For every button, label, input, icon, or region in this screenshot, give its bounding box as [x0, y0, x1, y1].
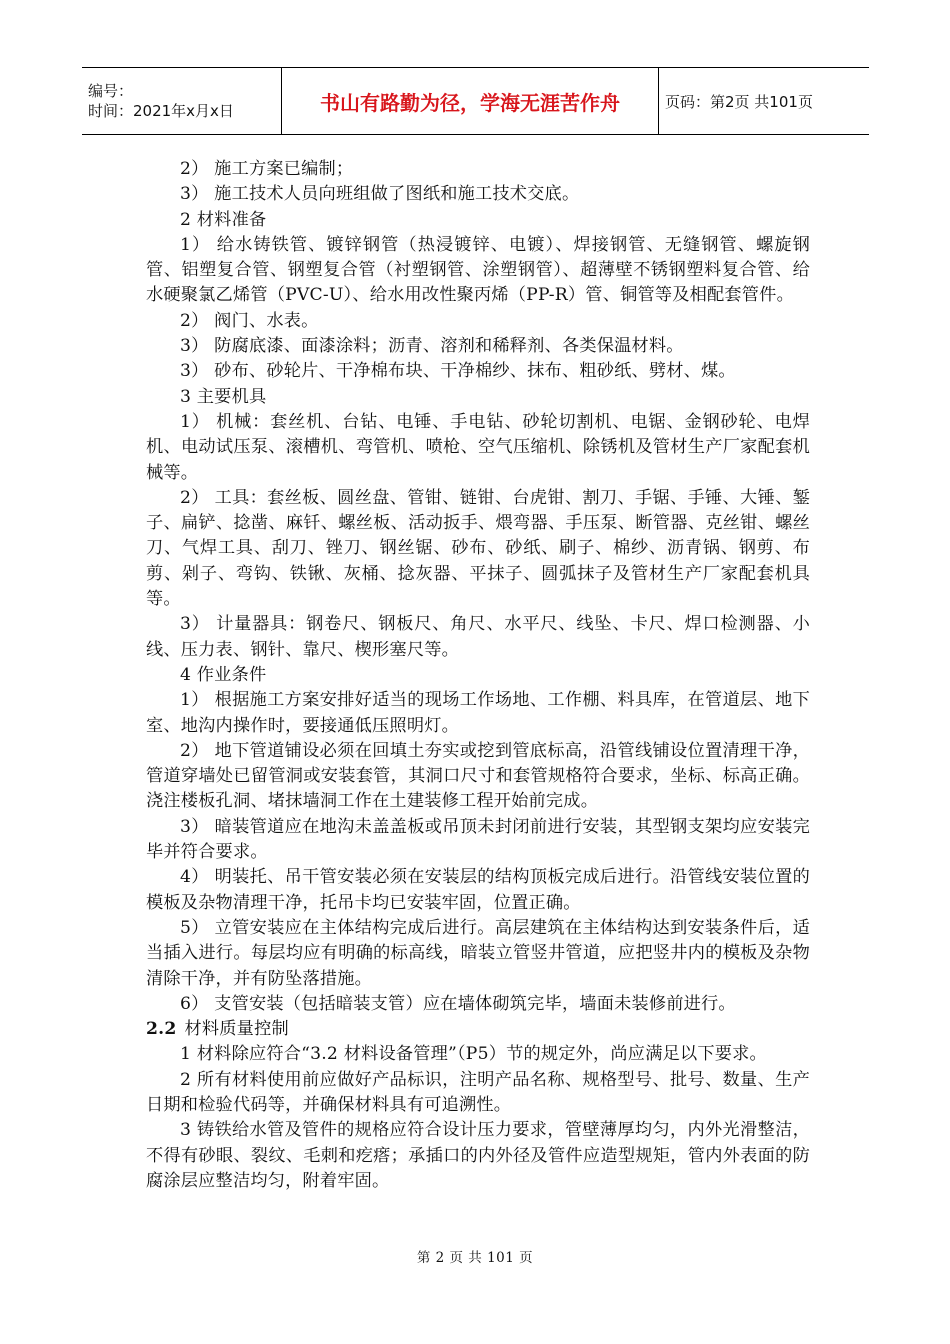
- section-heading: [146, 1017, 810, 1042]
- document-header: [82, 67, 869, 135]
- subsection-heading: 2 材料准备: [180, 209, 267, 230]
- paragraph: 3） 计量器具：钢卷尺、钢板尺、角尺、水平尺、线坠、卡尺、焊口检测器、小线、压力表、钢针、靠尺、楔形塞尺等。: [146, 614, 810, 660]
- subsection-heading: 3 主要机具: [180, 386, 267, 407]
- paragraph: 6） 支管安装（包括暗装支管）应在墙体砌筑完毕，墙面未装修前进行。: [180, 993, 736, 1014]
- paragraph: 2） 工具：套丝板、圆丝盘、管钳、链钳、台虎钳、割刀、手锯、手锤、大锤、錾子、扁铲、捻凿、麻钎、螺丝板、活动扳手、煨弯器、手压泵、断管器、克丝钳、螺丝刀、气焊工具、刮刀、锉刀、钢丝锯、砂布、砂纸、刷子、棉纱、沥青锅、钢剪、布剪、剁子、弯钩、铁锹、灰桶、捻灰器、平抹子、圆弧抹子及管材生产厂家配套机具等。: [146, 487, 810, 610]
- document-date: 时间：2021年x月x日: [88, 102, 234, 120]
- section-number: 2.2: [146, 1019, 177, 1040]
- document-number-label: 编号：: [88, 82, 134, 100]
- paragraph: 2） 阀门、水表。: [180, 310, 319, 331]
- header-motto: 书山有路勤为径，学海无涯苦作舟: [282, 68, 659, 135]
- paragraph: 1 材料除应符合“3.2 材料设备管理”（P5）节的规定外，尚应满足以下要求。: [180, 1044, 767, 1065]
- paragraph: 5） 立管安装应在主体结构完成后进行。高层建筑在主体结构达到安装条件后，适当插入进行。每层均应有明确的标高线，暗装立管竖井管道，应把竖井内的模板及杂物清除干净，并有防坠落措施。: [146, 917, 810, 989]
- paragraph: 1） 机械：套丝机、台钻、电锤、手电钻、砂轮切割机、电锯、金钢砂轮、电焊机、电动试压泵、滚槽机、弯管机、喷枪、空气压缩机、除锈机及管材生产厂家配套机械等。: [146, 411, 810, 483]
- section-title: 材料质量控制: [184, 1019, 289, 1040]
- paragraph: 1） 根据施工方案安排好适当的现场工作场地、工作棚、料具库，在管道层、地下室、地沟内操作时，要接通低压照明灯。: [146, 690, 810, 736]
- paragraph: 3 铸铁给水管及管件的规格应符合设计压力要求，管壁薄厚均匀，内外光滑整洁，不得有砂眼、裂纹、毛刺和疙瘩；承插口的内外径及管件应造型规矩，管内外表面的防腐涂层应整洁均匀，附着牢固。: [146, 1120, 810, 1191]
- paragraph: 2） 地下管道铺设必须在回填土夯实或挖到管底标高，沿管线铺设位置清理干净，管道穿墙处已留管洞或安装套管，其洞口尺寸和套管规格符合要求，坐标、标高正确。浇注楼板孔洞、堵抹墙洞工作在土建装修工程开始前完成。: [146, 740, 810, 812]
- header-meta-cell: [82, 68, 282, 135]
- paragraph: 3） 施工技术人员向班组做了图纸和施工技术交底。: [180, 184, 580, 205]
- paragraph: 3） 砂布、砂轮片、干净棉布块、干净棉纱、抹布、粗砂纸、劈材、煤。: [180, 361, 736, 382]
- paragraph: 4） 明装托、吊干管安装必须在安装层的结构顶板完成后进行。沿管线安装位置的模板及杂物清理干净，托吊卡均已安装牢固，位置正确。: [146, 867, 810, 913]
- paragraph: 3） 暗装管道应在地沟未盖盖板或吊顶未封闭前进行安装，其型钢支架均应安装完毕并符合要求。: [146, 816, 810, 863]
- header-page-info: 页码：第2页 共101页: [659, 68, 870, 135]
- subsection-heading: 4 作业条件: [180, 664, 267, 685]
- paragraph: 1） 给水铸铁管、镀锌钢管（热浸镀锌、电镀）、焊接钢管、无缝钢管、螺旋钢管、铝塑复合管、钢塑复合管（衬塑钢管、涂塑钢管）、超薄壁不锈钢塑料复合管、给水硬聚氯乙烯管（PVC-U）、给水用改性聚丙烯（PP-R）管、铜管等及相配套管件。: [146, 234, 810, 306]
- paragraph: 2 所有材料使用前应做好产品标识，注明产品名称、规格型号、批号、数量、生产日期和检验代码等，并确保材料具有可追溯性。: [146, 1069, 810, 1115]
- paragraph: 3） 防腐底漆、面漆涂料；沥青、溶剂和稀释剂、各类保温材料。: [180, 336, 684, 357]
- page-footer: 第 2 页 共 101 页: [416, 1250, 534, 1266]
- paragraph: 2） 施工方案已编制；: [180, 159, 354, 179]
- document-body: [146, 157, 810, 1194]
